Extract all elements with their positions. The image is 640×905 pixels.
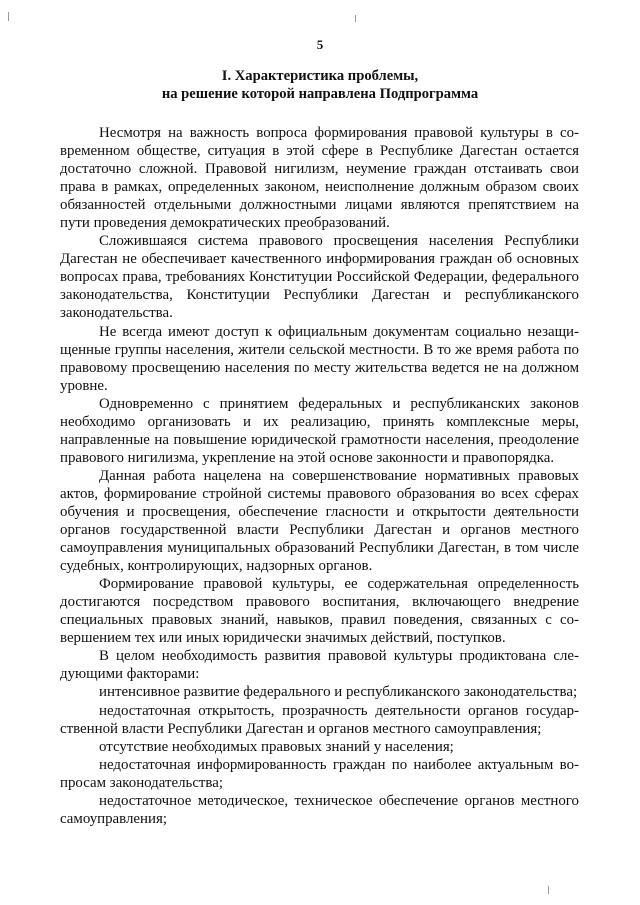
list-item: недостаточная информированность граждан по наиболее актуальным вопросам законодательства; — [60, 756, 579, 791]
paragraph: Сложившаяся система правового просвещения населения Республики Дагестан не обеспечивает качественного информирования граждан об основных вопросах права, требованиях Конституции Российской Федерации, федерального законодательства, Конституции Республики Дагестан и республиканского законодательства. — [60, 233, 579, 322]
list-item: интенсивное развитие федерального и республиканского законодательства; — [99, 684, 578, 701]
paragraph: Формирование правовой культуры, ее содержательная определенность достигаются посредством правового воспитания, включающего внедрение специальных правовых знаний, навыков, правил поведения, связанных с совершением тех или иных юридически значимых действий, поступков. — [60, 576, 579, 647]
scan-artifact-mark — [8, 12, 9, 21]
list-item: недостаточное методическое, техническое обеспечение органов местного самоуправления; — [60, 792, 579, 827]
list-item: недостаточная открытость, прозрачность деятельности органов государственной власти Республики Дагестан и органов местного самоуправления; — [60, 702, 579, 737]
section-heading — [60, 67, 580, 103]
body-text — [60, 124, 579, 828]
paragraph: В целом необходимость развития правовой культуры продиктована следующими факторами: — [60, 648, 579, 683]
scan-artifact-mark — [355, 15, 356, 22]
paragraph: Не всегда имеют доступ к официальным документам социально незащищенные группы населения, жители сельской местности. В то же время работа по правовому просвещению населения по месту жительства ведется не на должном уровне. — [60, 323, 579, 394]
page-number: 5 — [316, 37, 324, 52]
paragraph: Данная работа нацелена на совершенствование нормативных правовых актов, формирование стройной системы правового образования во всех сферах обучения и просвещения, обеспечение гласности и открытости деятельности органов государственной власти Республики Дагестан и органов местного самоуправления муниципальных образований Республики Дагестан, в том числе судебных, контролирующих, надзорных органов. — [60, 467, 579, 575]
paragraph: Несмотря на важность вопроса формирования правовой культуры в современном обществе, ситуация в этой сфере в Республике Дагестан остается достаточно сложной. Правовой нигилизм, неумение граждан отстаивать свои права в рамках, определенных законом, неисполнение должным образом своих обязанностей отдельными должностными лицами являются препятствием на пути проведения демократических преобразований. — [60, 125, 579, 232]
scan-artifact-mark — [548, 886, 549, 894]
section-heading-line-1: I. Характеристика проблемы, — [221, 68, 419, 84]
paragraph: Одновременно с принятием федеральных и республиканских законов необходимо организовать и их реализацию, принять комплексные меры, направленные на повышение юридической грамотности населения, преодоление правового нигилизма, укрепление на этой основе законности и правопорядка. — [60, 395, 579, 466]
section-heading-line-2: на решение которой направлена Подпрограмма — [161, 86, 479, 102]
list-item: отсутствие необходимых правовых знаний у населения; — [99, 738, 454, 755]
